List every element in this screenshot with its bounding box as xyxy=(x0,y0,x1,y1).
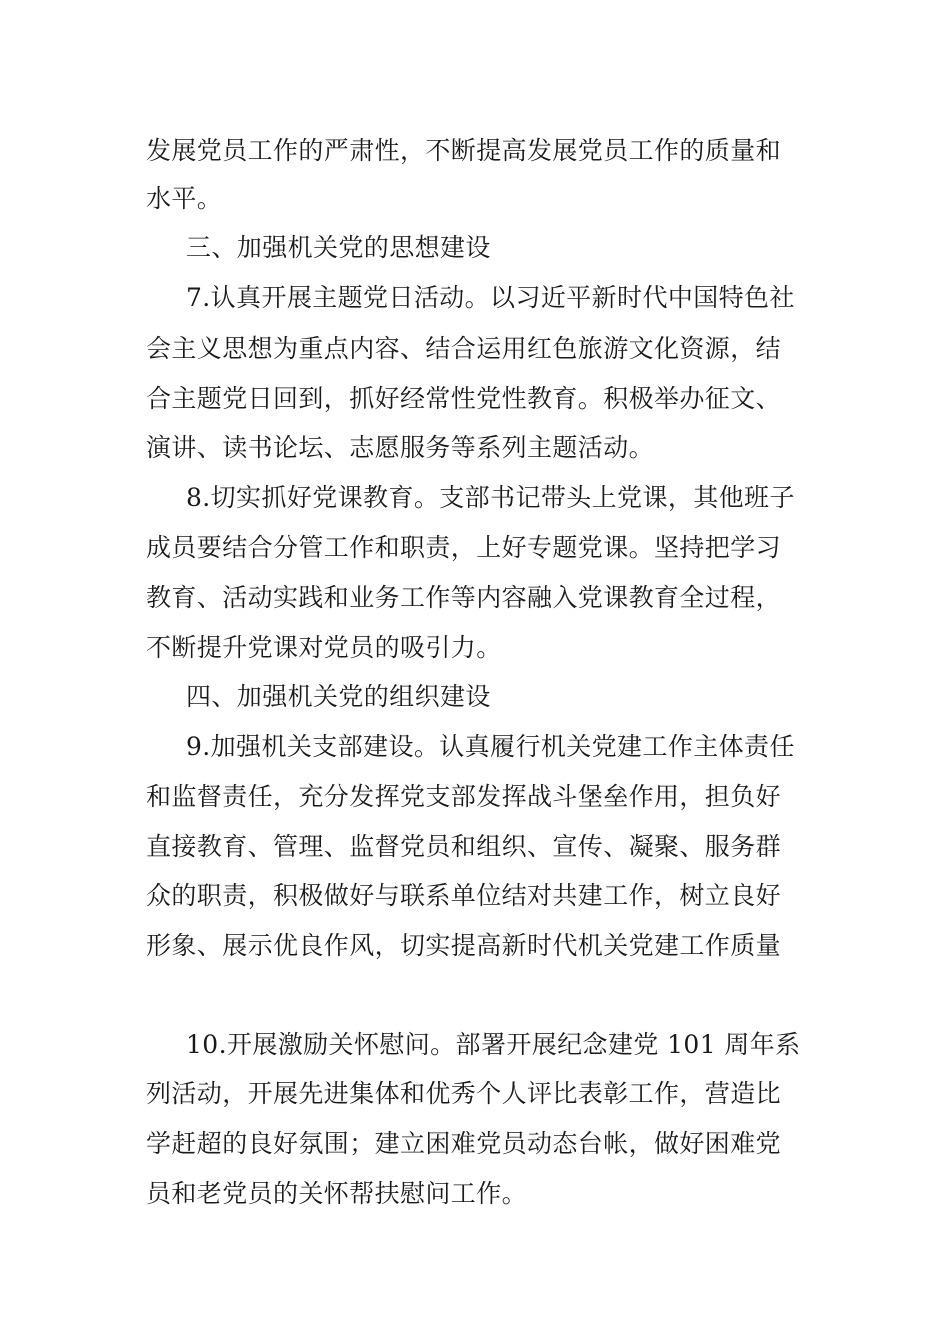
text-line: 众的职责，积极做好与联系单位结对共建工作，树立良好 xyxy=(146,881,782,910)
text-line: 直接教育、管理、监督党员和组织、宣传、凝聚、服务群 xyxy=(146,832,782,861)
text-line: 水平。 xyxy=(146,184,223,213)
text-line: 列活动，开展先进集体和优秀个人评比表彰工作，营造比 xyxy=(146,1079,782,1108)
text-line: 和监督责任，充分发挥党支部发挥战斗堡垒作用，担负好 xyxy=(146,782,782,811)
text-line: 学赶超的良好氛围；建立困难党员动态台帐，做好困难党 xyxy=(146,1129,782,1158)
text-line: 成员要结合分管工作和职责，上好专题党课。坚持把学习 xyxy=(146,533,782,562)
text-line: 9.加强机关支部建设。认真履行机关党建工作主体责任 xyxy=(186,732,795,761)
text-line: 员和老党员的关怀帮扶慰问工作。 xyxy=(146,1179,528,1208)
text-line: 会主义思想为重点内容、结合运用红色旅游文化资源，结 xyxy=(146,334,782,363)
text-line: 形象、展示优良作风，切实提高新时代机关党建工作质量 xyxy=(146,931,782,960)
text-line: 发展党员工作的严肃性，不断提高发展党员工作的质量和 xyxy=(146,136,782,165)
section-heading: 四、加强机关党的组织建设 xyxy=(186,682,491,711)
text-line: 不断提升党课对党员的吸引力。 xyxy=(146,633,502,662)
text-line: 合主题党日回到，抓好经常性党性教育。积极举办征文、 xyxy=(146,384,782,413)
text-line: 教育、活动实践和业务工作等内容融入党课教育全过程， xyxy=(146,583,782,612)
text-line: 演讲、读书论坛、志愿服务等系列主题活动。 xyxy=(146,433,655,462)
section-heading: 三、加强机关党的思想建设 xyxy=(186,233,491,262)
text-line: 8.切实抓好党课教育。支部书记带头上党课，其他班子 xyxy=(186,483,795,512)
text-line: 10.开展激励关怀慰问。部署开展纪念建党 101 周年系 xyxy=(186,1030,801,1059)
text-line: 7.认真开展主题党日活动。以习近平新时代中国特色社 xyxy=(186,283,795,312)
